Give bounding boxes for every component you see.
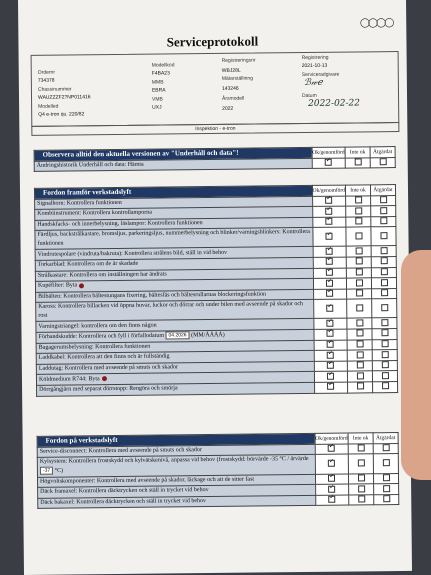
atgardat-checkbox[interactable]: [380, 279, 387, 286]
inte-checkbox[interactable]: [356, 340, 363, 347]
col-ok: Ok/genomförd: [312, 185, 345, 196]
row-label-cell: [37, 382, 315, 396]
matar-value: 143246: [221, 85, 239, 92]
atgardat-checkbox[interactable]: [381, 330, 388, 337]
ok-checkbox[interactable]: [329, 496, 336, 503]
inte-checkbox[interactable]: [354, 158, 361, 165]
row-label: Högvoltskomponenter: Kontrollera med avseende på skador, läckage och att de sitter fast: [40, 476, 255, 485]
ok-checkbox[interactable]: [327, 372, 334, 379]
atgardat-checkbox[interactable]: [379, 158, 386, 165]
service-protocol-sheet: [18, 0, 412, 575]
inte-checkbox[interactable]: [356, 351, 363, 358]
inte-checkbox[interactable]: [357, 474, 364, 481]
header-box: [31, 51, 400, 127]
atgardat-checkbox[interactable]: [381, 319, 388, 326]
section-observe: [34, 146, 396, 172]
inte-checkbox[interactable]: [358, 485, 365, 492]
arsmodell-value: 2022: [222, 105, 234, 112]
inte-checkbox[interactable]: [356, 290, 363, 297]
inte-checkbox[interactable]: [355, 196, 362, 203]
four-rings-logo-icon: ◯◯◯◯: [359, 18, 393, 29]
ordernr-value: 734378: [37, 77, 55, 84]
warning-dot-icon: [79, 283, 84, 288]
ok-checkbox[interactable]: [326, 233, 333, 240]
datum-label: Datum: [301, 92, 317, 100]
regnr-value: WBJ28L: [221, 67, 241, 74]
atgardat-checkbox[interactable]: [380, 207, 387, 214]
atgardat-checkbox[interactable]: [380, 217, 387, 224]
modellkod-value: F4BA23: [151, 70, 170, 77]
ok-checkbox[interactable]: [328, 460, 335, 467]
ok-checkbox[interactable]: [328, 485, 335, 492]
row-label: Bilbälten: Kontrollera bältestungans fixering, bältesfäs och bältesrullarnas blockeringsfunktion: [38, 291, 267, 300]
atgardat-checkbox[interactable]: [381, 372, 388, 379]
mmb-label: MMB: [151, 79, 164, 86]
row-label: Service-disconnect: Kontrollera med avseende på smuts och skador: [39, 446, 202, 455]
value-field[interactable]: -37: [40, 467, 53, 475]
atgardat-checkbox[interactable]: [382, 459, 389, 466]
atgardat-checkbox[interactable]: [381, 351, 388, 358]
inte-checkbox[interactable]: [355, 279, 362, 286]
row-label: Köldmedium R744: Byta: [38, 375, 100, 383]
ok-checkbox[interactable]: [327, 319, 334, 326]
ok-checkbox[interactable]: [325, 159, 332, 166]
chassi-value: WAUZZZF2?NP011416: [37, 94, 91, 101]
atgardat-checkbox[interactable]: [381, 340, 388, 347]
unit-suffix: (MM/ÅÅÅÅ): [191, 332, 225, 339]
row-label: Vindrutespolare (vindruta/bakruta): Kontrollera strålens bild, ställ in vid behov: [37, 249, 228, 258]
inte-checkbox[interactable]: [355, 218, 362, 225]
atgardat-checkbox[interactable]: [381, 361, 388, 368]
inte-checkbox[interactable]: [356, 319, 363, 326]
ok-checkbox[interactable]: [325, 197, 332, 204]
row-label: Däck framaxel: Kontrollera däcktrycken och ställ in trycket vid behov: [40, 487, 209, 496]
unit-suffix: °C): [54, 468, 64, 475]
inte-checkbox[interactable]: [357, 383, 364, 390]
modell-value: Q4 e-tron qu. 220/82: [38, 111, 85, 118]
atgardat-checkbox[interactable]: [381, 304, 388, 311]
inte-checkbox[interactable]: [355, 247, 362, 254]
col-inte: Inte ok: [345, 147, 370, 158]
inte-checkbox[interactable]: [356, 362, 363, 369]
row-label: Dörrgångjärn med separat dörrstopp: Rengöra och smörja: [39, 385, 178, 394]
vmb-value: UXJ: [152, 104, 162, 111]
inte-checkbox[interactable]: [357, 444, 364, 451]
section-title: Fordon framför verkstadslyft: [34, 185, 312, 199]
modell-label: Modelled: [38, 103, 59, 110]
row-label: Färdljus, backstrålkastare, bromsljus, parkeringsljus, nummerbelysning och blinker/varningsblinkers: Kontrollera funktionen: [37, 229, 310, 248]
atgardat-checkbox[interactable]: [382, 382, 389, 389]
ok-checkbox[interactable]: [325, 207, 332, 214]
page-title: Serviceprotokoll: [166, 33, 259, 50]
atgardat-checkbox[interactable]: [383, 485, 390, 492]
inspection-type: Inspektion - e-tron: [31, 122, 399, 136]
vmb-label: VMB: [152, 96, 163, 103]
advisor-signature-icon: ℬ𝓌ℯ: [303, 77, 323, 89]
ok-checkbox[interactable]: [327, 305, 334, 312]
ok-checkbox[interactable]: [327, 330, 334, 337]
col-inte: Inte ok: [345, 185, 370, 196]
row-label-cell: [38, 495, 316, 509]
ok-checkbox[interactable]: [326, 248, 333, 255]
atgardat-checkbox[interactable]: [380, 196, 387, 203]
atgardat-checkbox[interactable]: [383, 495, 390, 502]
inte-checkbox[interactable]: [356, 304, 363, 311]
row-label: Bagagerumsbelysning: Kontrollera funktionen: [38, 343, 151, 351]
col-atgardat: Åtgärdat: [370, 147, 395, 158]
inte-checkbox[interactable]: [355, 207, 362, 214]
ok-checkbox[interactable]: [327, 341, 334, 348]
row-label: Torkarblad: Kontrollera om de är skadade: [37, 261, 139, 269]
inte-checkbox[interactable]: [356, 372, 363, 379]
col-ok: Ok/genomförd: [312, 147, 345, 158]
mmb-value: EBRA: [151, 87, 166, 94]
ok-checkbox[interactable]: [327, 383, 334, 390]
inte-checkbox[interactable]: [355, 232, 362, 239]
arsmodell-label: Årsmodell: [222, 95, 245, 102]
row-label: Handskfacks- och innerbelysning, läslampor: Kontrollera funktionen: [37, 220, 203, 228]
inte-checkbox[interactable]: [358, 496, 365, 503]
row-label: Strålkastare: Kontrollera om inställningen har ändrats: [37, 271, 167, 279]
regdat-value: 2021-10-13: [301, 62, 328, 70]
regnr-label: Registreringsnr: [221, 57, 256, 64]
service-advisor-label: Serviceradgivare: [301, 71, 340, 79]
section-title: Fordon på verkstadslyft: [37, 433, 315, 447]
row-label: Laddkabel: Kontrollera att den finns och är fullständig: [38, 353, 170, 362]
inte-checkbox[interactable]: [355, 268, 362, 275]
datum-value: 2022-02-22: [308, 98, 361, 109]
col-inte: Inte ok: [348, 433, 373, 444]
section-front-of-lift: [34, 184, 398, 396]
inte-checkbox[interactable]: [357, 459, 364, 466]
col-ok: Ok/genomförd: [315, 433, 348, 444]
row-label: Laddutag: Kontrollera med avseende på smuts och skador: [38, 364, 179, 372]
ok-checkbox[interactable]: [328, 475, 335, 482]
ok-checkbox[interactable]: [326, 218, 333, 225]
thumb-photo: [401, 250, 431, 480]
atgardat-checkbox[interactable]: [380, 258, 387, 265]
value-field[interactable]: 04.2026: [165, 331, 189, 339]
row-label: Varningstriangel: kontrollera om den finns någon: [38, 322, 157, 330]
atgardat-checkbox[interactable]: [380, 232, 387, 239]
ok-checkbox[interactable]: [327, 351, 334, 358]
col-atgardat: Åtgärdat: [373, 433, 398, 444]
ok-checkbox[interactable]: [328, 445, 335, 452]
row-label: Däck bakaxel: Kontrollera däcktrycken och ställ in trycket vid behov: [40, 498, 207, 506]
row-label: Kylsystem: Kontrollera frostskydd och kylvätskenivå, anpassa vid behov (frostskydd: börvärde -35 °C / ärvärde: [39, 456, 309, 465]
inte-checkbox[interactable]: [356, 330, 363, 337]
atgardat-checkbox[interactable]: [380, 247, 387, 254]
modellkod-label: Modellkod: [151, 62, 175, 69]
ok-checkbox[interactable]: [327, 362, 334, 369]
row-label: Signalhorn: Kontrollera funktionen: [37, 199, 122, 207]
warning-dot-icon: [102, 376, 107, 381]
inte-checkbox[interactable]: [355, 258, 362, 265]
ordernr-label: Ordernr: [37, 69, 56, 76]
section-on-lift: [37, 432, 400, 509]
ok-checkbox[interactable]: [326, 258, 333, 265]
ok-checkbox[interactable]: [326, 290, 333, 297]
ok-checkbox[interactable]: [326, 269, 333, 276]
row-label: Förbandskudde: Kontrollera och fyll i förfallodatum: [38, 332, 165, 341]
row-label: Kaross: Kontrollera billacken vid öppna huvar, luckor och dörrar och under bilen med avseende på skador och rost: [38, 301, 304, 320]
col-atgardat: Åtgärdat: [370, 185, 395, 196]
ok-checkbox[interactable]: [326, 279, 333, 286]
chassi-label: Chassinummer: [37, 86, 72, 93]
atgardat-checkbox[interactable]: [381, 289, 388, 296]
regdat-label: Registrering: [301, 54, 329, 62]
row-label: Ändringshistorik Underhåll och data: Hämta: [34, 158, 312, 172]
section-title: Observera alltid den aktuella versionen av "Underhåll och data"!: [34, 147, 312, 161]
row-label: Kombiinstrument: Kontrollera kontrollamporna: [37, 210, 152, 218]
row-label: Kupéfilter: Byta: [37, 282, 78, 290]
matar-label: Mätarställning: [221, 75, 254, 82]
atgardat-checkbox[interactable]: [382, 444, 389, 451]
atgardat-checkbox[interactable]: [382, 474, 389, 481]
atgardat-checkbox[interactable]: [380, 268, 387, 275]
